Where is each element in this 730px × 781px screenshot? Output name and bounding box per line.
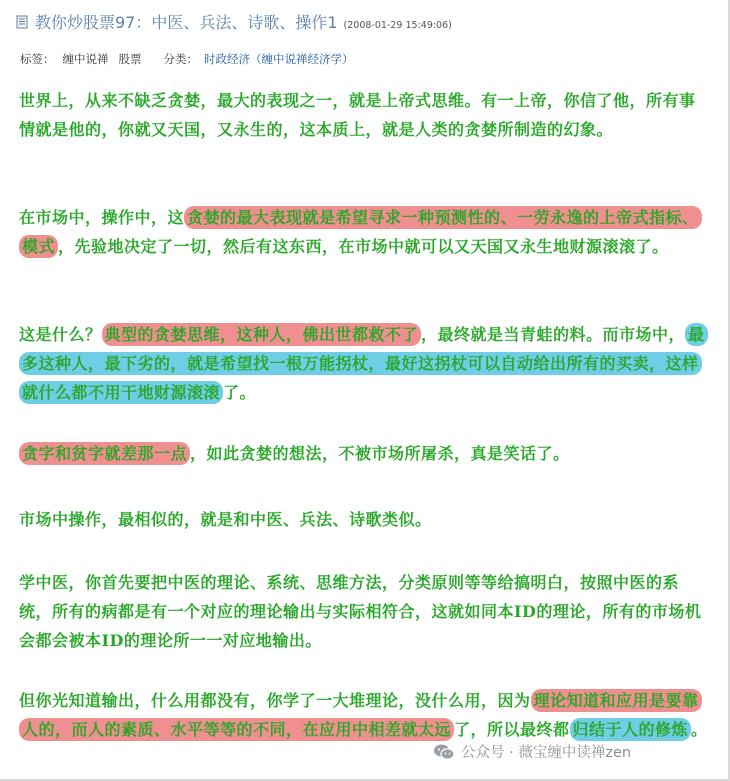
text-segment: 但你光知道输出，什么用都没有，你学了一大堆理论，没什么用，因为 <box>19 691 531 710</box>
paragraph <box>19 505 709 534</box>
post-timestamp: (2008-01-29 15:49:06) <box>343 20 452 31</box>
highlight-blue: 最多这种人，最下劣的，就是希望找一根万能拐杖，最好这拐杖可以自动给出所有的买卖，这样就什么都不用干地财源滚滚 <box>19 323 708 404</box>
text-segment: ，如此贪婪的想法，不被市场所屠杀，真是笑话了。 <box>190 444 570 463</box>
highlight-red: 贪字和贫字就差那一点 <box>19 442 190 465</box>
category-link[interactable]: 时政经济（缠中说禅经济学） <box>204 52 354 66</box>
text-segment: 世界上，从来不缺乏贪婪，最大的表现之一，就是上帝式思维。有一上帝，你信了他，所有事情就是他的，你就又天国，又永生的，这本质上，就是人类的贪婪所制造的幻象。 <box>19 91 696 139</box>
text-segment: 了。 <box>223 383 257 402</box>
text-segment: 市场中操作，最相似的，就是和中医、兵法、诗歌类似。 <box>19 510 432 529</box>
highlight-blue: 归结于人的修炼 <box>570 718 692 741</box>
post-meta <box>20 51 354 67</box>
paragraph <box>19 686 709 744</box>
paragraph <box>19 439 709 468</box>
highlight-red: 典型的贪婪思维，这种人，佛出世都救不了 <box>102 323 422 346</box>
paragraph <box>19 86 709 144</box>
tags-label: 标签： <box>20 52 55 66</box>
paragraph <box>19 320 709 407</box>
text-segment: 。 <box>691 720 708 739</box>
post-header <box>16 10 452 33</box>
watermark <box>433 741 631 762</box>
watermark-text: 公众号 · 薇宝缠中读禅zen <box>461 745 632 761</box>
tag-link[interactable]: 股票 <box>118 52 142 66</box>
document-icon <box>16 14 28 28</box>
paragraph <box>19 568 709 655</box>
paragraph <box>19 203 709 261</box>
highlight-red: 贪婪的最大表现就是希望寻求一种预测性的、一劳永逸的上帝式指标、模式 <box>19 206 702 258</box>
tag-link[interactable]: 缠中说禅 <box>62 52 109 66</box>
text-segment: ，最终就是当青蛙的料。而市场中， <box>421 325 686 344</box>
text-segment: ，先验地决定了一切，然后有这东西，在市场中就可以又天国又永生地财源滚滚了。 <box>58 237 669 256</box>
text-segment: 了，所以最终都 <box>454 720 570 739</box>
text-segment: 这是什么？ <box>19 325 102 344</box>
highlight-red: 理论知道和应用是要靠人的，而人的素质、水平等等的不同，在应用中相差就太远 <box>19 689 702 741</box>
text-segment: 在市场中，操作中，这 <box>19 208 185 227</box>
text-segment: 学中医，你首先要把中医的理论、系统、思维方法，分类原则等等给搞明白，按照中医的系统，所有的病都是有一个对应的理论输出与实际相符合，这就如同本ID的理论，所有的市场机会都会被本ID的理论所一一对应地输出。 <box>19 573 702 650</box>
post-title: 教你炒股票97：中医、兵法、诗歌、操作1 <box>35 13 338 32</box>
category-label: 分类： <box>163 52 198 66</box>
wechat-icon <box>433 743 455 761</box>
